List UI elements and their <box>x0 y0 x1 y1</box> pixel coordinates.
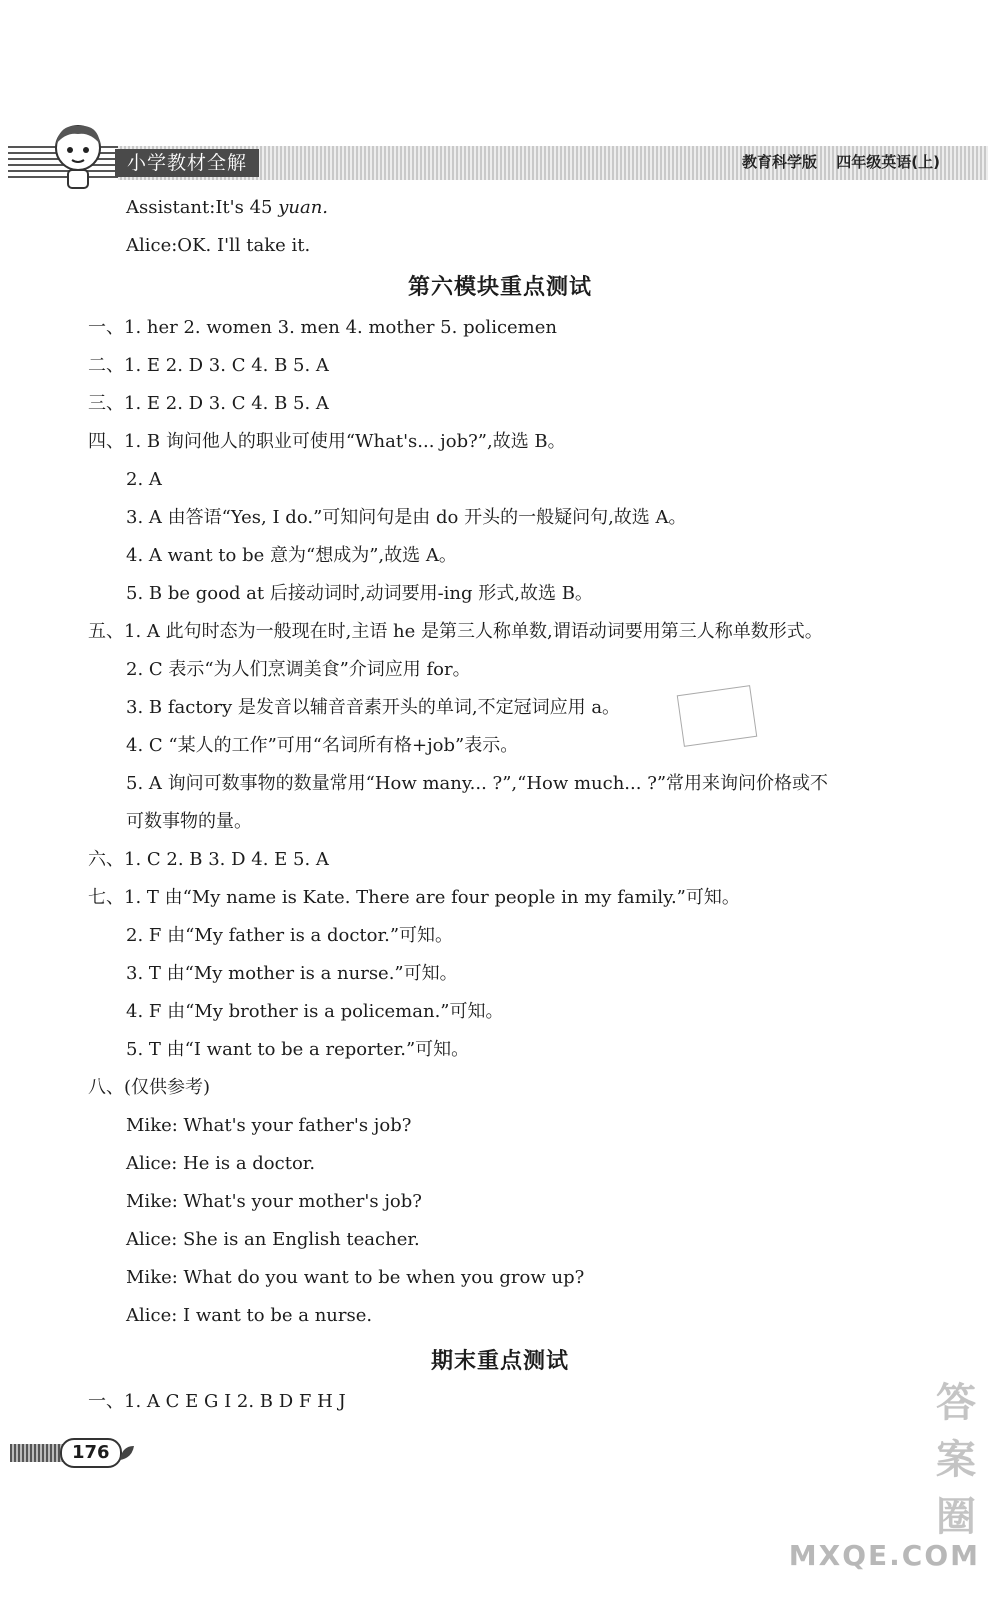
answer-line: 4. C “某人的工作”可用“名词所有格+job”表示。 <box>126 735 519 756</box>
answer-line: 七、1. T 由“My name is Kate. There are four people in my family.”可知。 <box>88 887 740 908</box>
conversation-line: Alice: He is a doctor. <box>126 1153 316 1174</box>
answer-line: 4. F 由“My brother is a policeman.”可知。 <box>126 1001 504 1022</box>
mascot-icon <box>40 118 120 198</box>
conversation-line: Alice: She is an English teacher. <box>126 1229 420 1250</box>
answer-line: 三、1. E 2. D 3. C 4. B 5. A <box>88 393 329 414</box>
answer-line: 一、1. her 2. women 3. men 4. mother 5. policemen <box>88 317 557 338</box>
watermark-url: MXQE.COM <box>788 1539 980 1572</box>
dialogue-text: Assistant:It's 45 <box>126 197 279 218</box>
page-header <box>0 118 1000 198</box>
conversation-line: Mike: What do you want to be when you grow up? <box>126 1267 585 1288</box>
answer-line: 八、(仅供参考) <box>88 1077 211 1098</box>
dialogue-italic: yuan. <box>278 197 329 218</box>
answer-line: 四、1. B 询问他人的职业可使用“What's... job?”,故选 B。 <box>88 431 566 452</box>
answer-line: 五、1. A 此句时态为一般现在时,主语 he 是第三人称单数,谓语动词要用第三人称单数形式。 <box>88 621 823 642</box>
conversation-line: Alice: I want to be a nurse. <box>126 1305 373 1326</box>
answer-line: 4. A want to be 意为“想成为”,故选 A。 <box>126 545 457 566</box>
answer-line: 2. A <box>126 469 162 490</box>
stamp-icon <box>677 685 758 747</box>
section-heading-module6: 第六模块重点测试 <box>407 275 592 300</box>
section-heading-final: 期末重点测试 <box>430 1349 569 1374</box>
page-number-area <box>0 1438 150 1468</box>
watermark-logo: 答案圈 <box>936 1380 980 1540</box>
grade-subject-label: 四年级英语(上) <box>836 153 940 171</box>
edition-info <box>728 151 940 172</box>
answer-line: 2. F 由“My father is a doctor.”可知。 <box>126 925 454 946</box>
conversation-line: Mike: What's your father's job? <box>126 1115 412 1136</box>
answer-line: 3. B factory 是发音以辅音音素开头的单词,不定冠词应用 a。 <box>126 697 621 718</box>
dialogue-line: Alice:OK. I'll take it. <box>126 235 311 256</box>
page-number-stripes <box>10 1444 65 1462</box>
answer-line: 六、1. C 2. B 3. D 4. E 5. A <box>88 849 329 870</box>
answer-line: 二、1. E 2. D 3. C 4. B 5. A <box>88 355 329 376</box>
conversation-line: Mike: What's your mother's job? <box>126 1191 422 1212</box>
publisher-label: 教育科学版 <box>742 153 818 171</box>
answer-line: 一、1. A C E G I 2. B D F H J <box>88 1391 346 1412</box>
answer-line: 可数事物的量。 <box>126 811 252 832</box>
answer-line: 5. A 询问可数事物的数量常用“How many... ?”,“How much... ?”常用来询问价格或不 <box>126 773 829 794</box>
answer-line: 3. A 由答语“Yes, I do.”可知问句是由 do 开头的一般疑问句,故选 A。 <box>126 507 687 528</box>
answer-line: 2. C 表示“为人们烹调美食”介词应用 for。 <box>126 659 471 680</box>
series-title: 小学教材全解 <box>115 149 259 177</box>
leaf-icon <box>118 1444 136 1462</box>
answer-line: 5. B be good at 后接动词时,动词要用-ing 形式,故选 B。 <box>126 583 593 604</box>
page-number: 176 <box>60 1438 122 1468</box>
answer-line: 3. T 由“My mother is a nurse.”可知。 <box>126 963 458 984</box>
dialogue-line <box>126 196 328 220</box>
answer-line: 5. T 由“I want to be a reporter.”可知。 <box>126 1039 470 1060</box>
